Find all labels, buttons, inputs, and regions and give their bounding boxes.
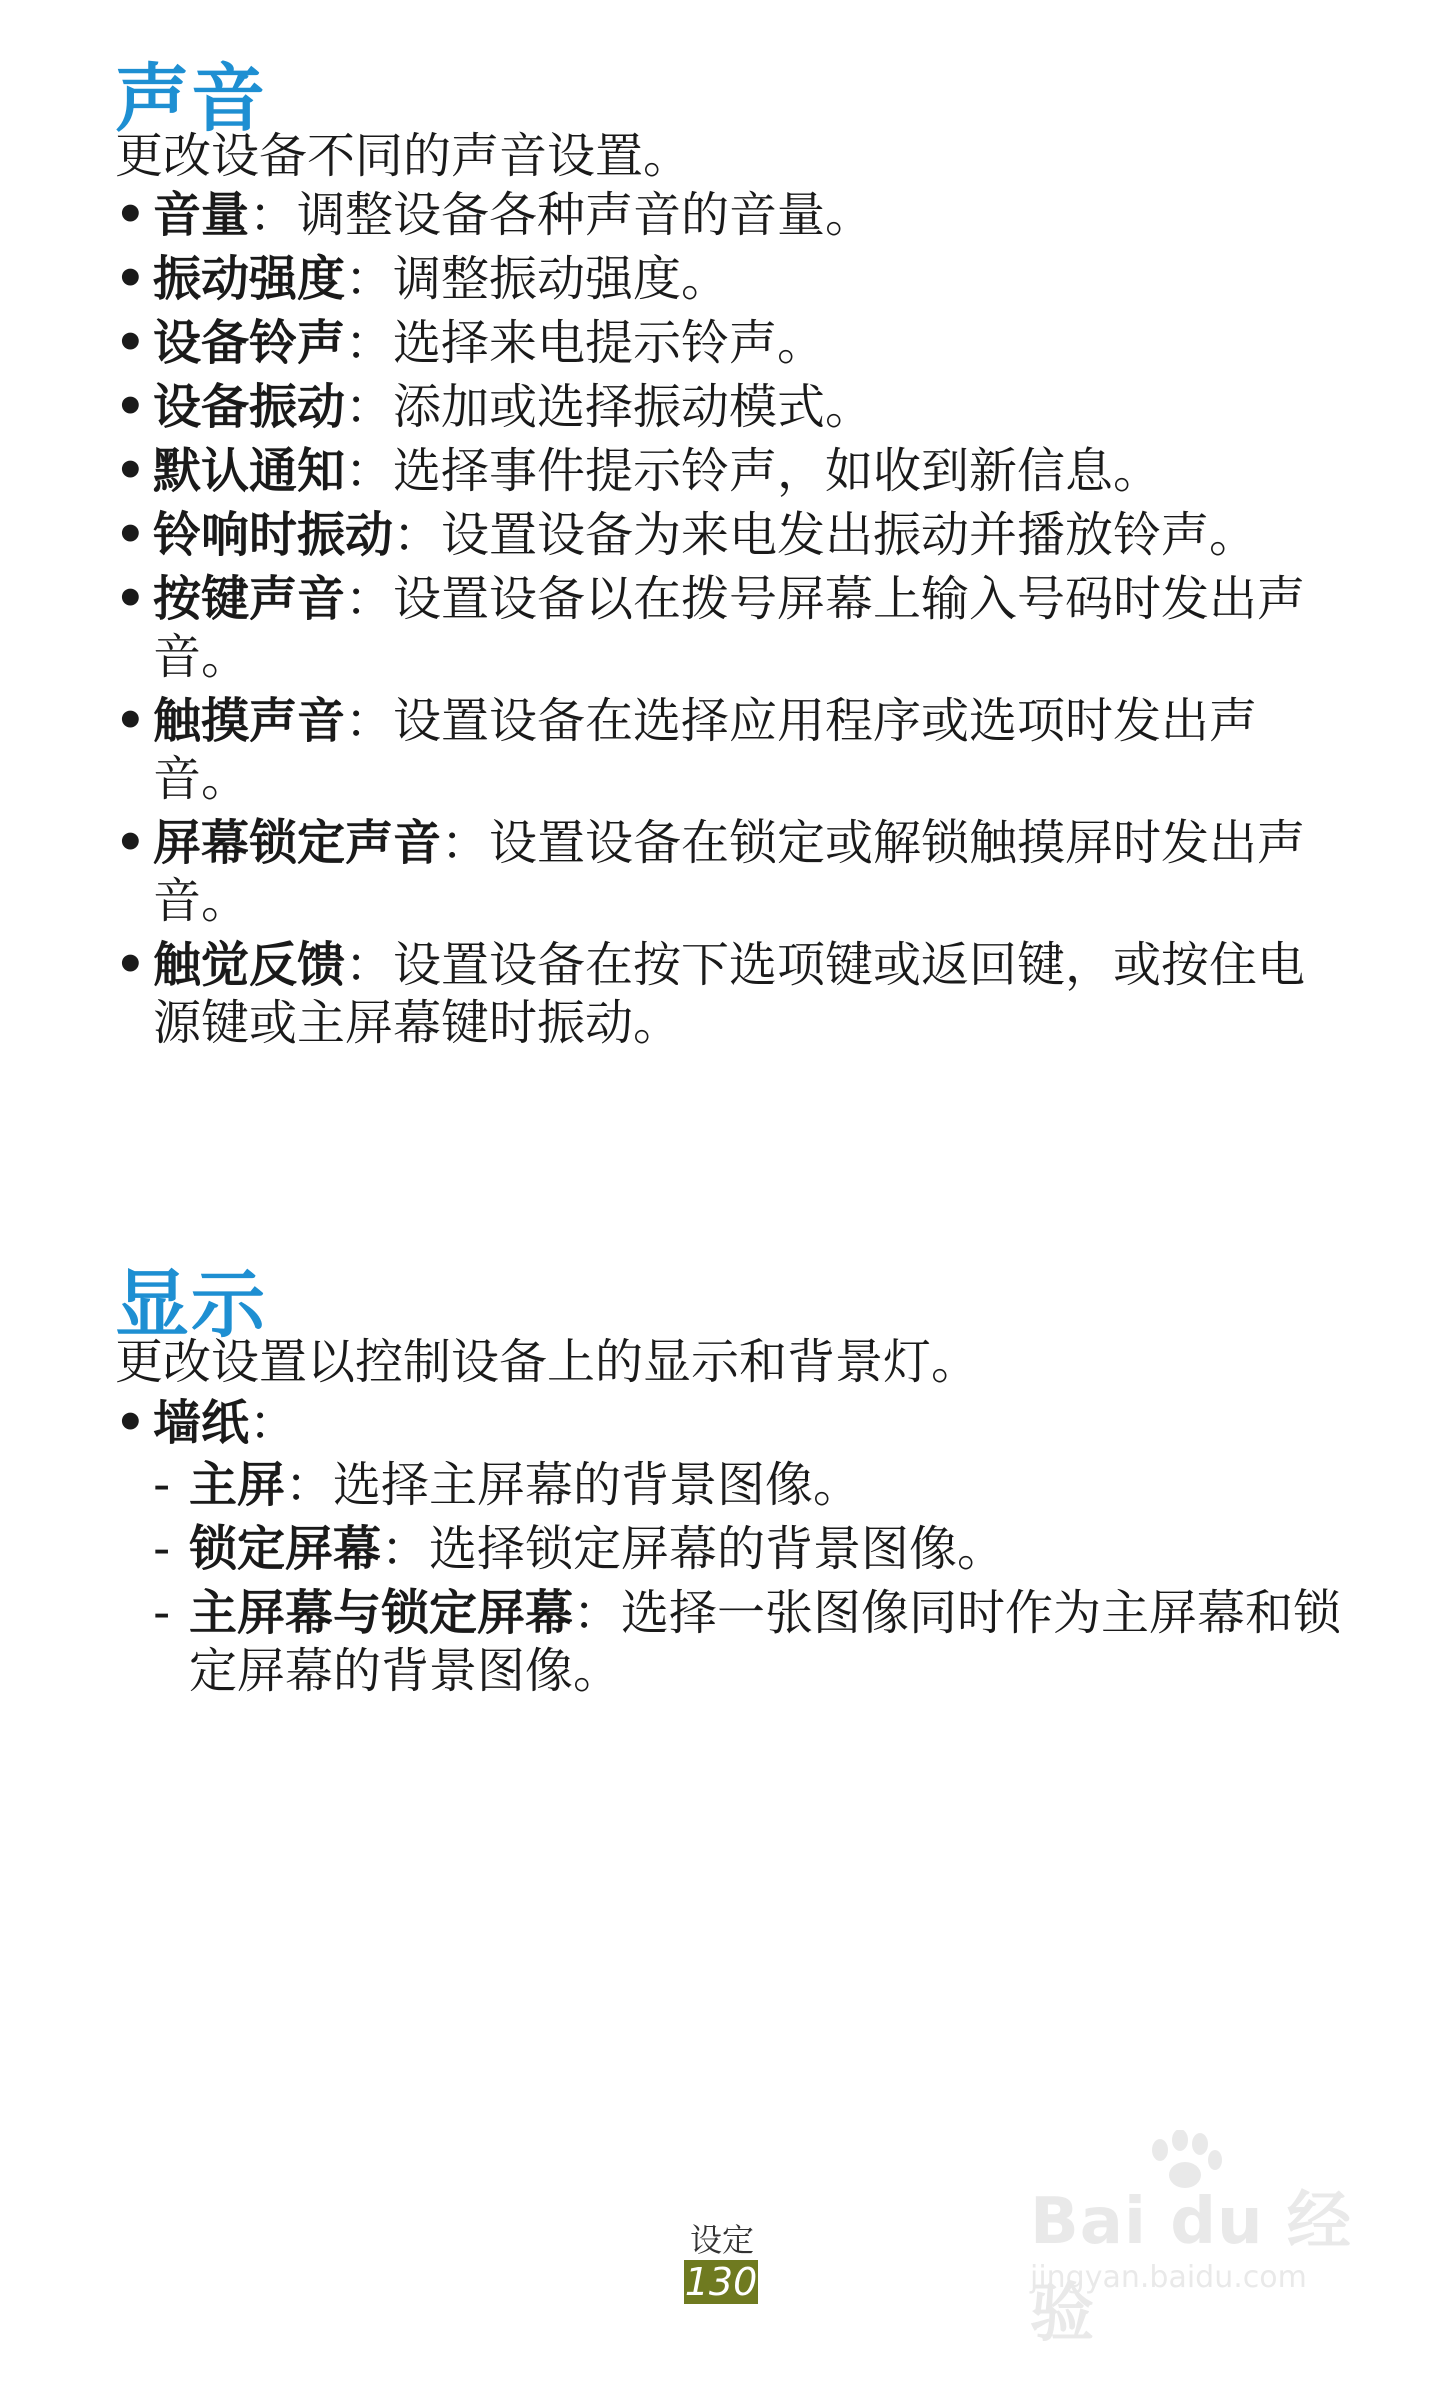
item-desc: ：设置设备为来电发出振动并播放铃声。 xyxy=(393,507,1258,563)
wallpaper-sub-list xyxy=(153,1456,1345,1700)
list-item-wallpaper xyxy=(115,1394,1345,1700)
sound-settings-list xyxy=(115,186,1345,1058)
page-number-badge: 130 xyxy=(684,2260,758,2304)
item-term: 触觉反馈 xyxy=(153,937,346,993)
footer-section-label: 设定 xyxy=(690,2221,755,2259)
item-term: 默认通知 xyxy=(153,443,346,499)
sub-item-home-screen xyxy=(153,1456,1345,1514)
watermark-logo xyxy=(1020,2130,1360,2351)
item-term: 按键声音 xyxy=(153,571,346,627)
item-term: 墙纸 xyxy=(153,1395,250,1451)
sub-item-desc: ：选择锁定屏幕的背景图像。 xyxy=(381,1521,1006,1577)
list-item-device-vibration xyxy=(115,378,1345,436)
item-term: 设备振动 xyxy=(153,379,346,435)
section-title-display: 显示 xyxy=(115,1262,267,1348)
watermark-brand: Bai du 经验 xyxy=(1030,2185,1352,2351)
sub-item-lock-screen xyxy=(153,1520,1345,1578)
item-term: 设备铃声 xyxy=(153,315,346,371)
list-item-touch-sounds xyxy=(115,692,1345,808)
list-item-keytones xyxy=(115,570,1345,686)
sub-item-desc: ：选择主屏幕的背景图像。 xyxy=(285,1457,862,1513)
watermark-url: jingyan.baidu.com xyxy=(1030,2260,1307,2295)
item-desc: ：设置设备以在拨号屏幕上输入号码时发出声音。 xyxy=(153,571,1306,685)
item-desc: ：添加或选择振动模式。 xyxy=(345,379,874,435)
item-desc: ：设置设备在选择应用程序或选项时发出声音。 xyxy=(153,693,1258,807)
list-item-vibration-intensity xyxy=(115,250,1345,308)
sub-item-desc: ：选择一张图像同时作为主屏幕和锁定屏幕的背景图像。 xyxy=(189,1585,1342,1699)
sub-item-term: 主屏幕与锁定屏幕 xyxy=(189,1585,574,1641)
item-term: 屏幕锁定声音 xyxy=(153,815,442,871)
sub-item-home-and-lock xyxy=(153,1584,1345,1700)
item-term: 铃响时振动 xyxy=(153,507,394,563)
list-item-vibrate-when-ringing xyxy=(115,506,1345,564)
item-desc: ： xyxy=(249,1395,298,1451)
item-desc: ：设置设备在锁定或解锁触摸屏时发出声音。 xyxy=(153,815,1306,929)
item-desc: ：选择来电提示铃声。 xyxy=(345,315,826,371)
item-desc: ：选择事件提示铃声，如收到新信息。 xyxy=(345,443,1162,499)
list-item-haptic-feedback xyxy=(115,936,1345,1052)
sub-item-term: 锁定屏幕 xyxy=(189,1521,382,1577)
item-desc: ：调整设备各种声音的音量。 xyxy=(249,187,874,243)
sub-item-term: 主屏 xyxy=(189,1457,286,1513)
list-item-ringtone xyxy=(115,314,1345,372)
section-title-sound: 声音 xyxy=(115,56,267,142)
list-item-default-notification xyxy=(115,442,1345,500)
display-settings-list xyxy=(115,1394,1345,1706)
item-term: 音量 xyxy=(153,187,250,243)
item-term: 触摸声音 xyxy=(153,693,346,749)
list-item-volume xyxy=(115,186,1345,244)
item-desc: ：调整振动强度。 xyxy=(345,251,730,307)
sound-intro: 更改设备不同的声音设置。 xyxy=(115,128,692,184)
list-item-screen-lock-sound xyxy=(115,814,1345,930)
display-intro: 更改设置以控制设备上的显示和背景灯。 xyxy=(115,1334,980,1390)
item-term: 振动强度 xyxy=(153,251,346,307)
item-desc: ：设置设备在按下选项键或返回键，或按住电源键或主屏幕键时振动。 xyxy=(153,937,1306,1051)
